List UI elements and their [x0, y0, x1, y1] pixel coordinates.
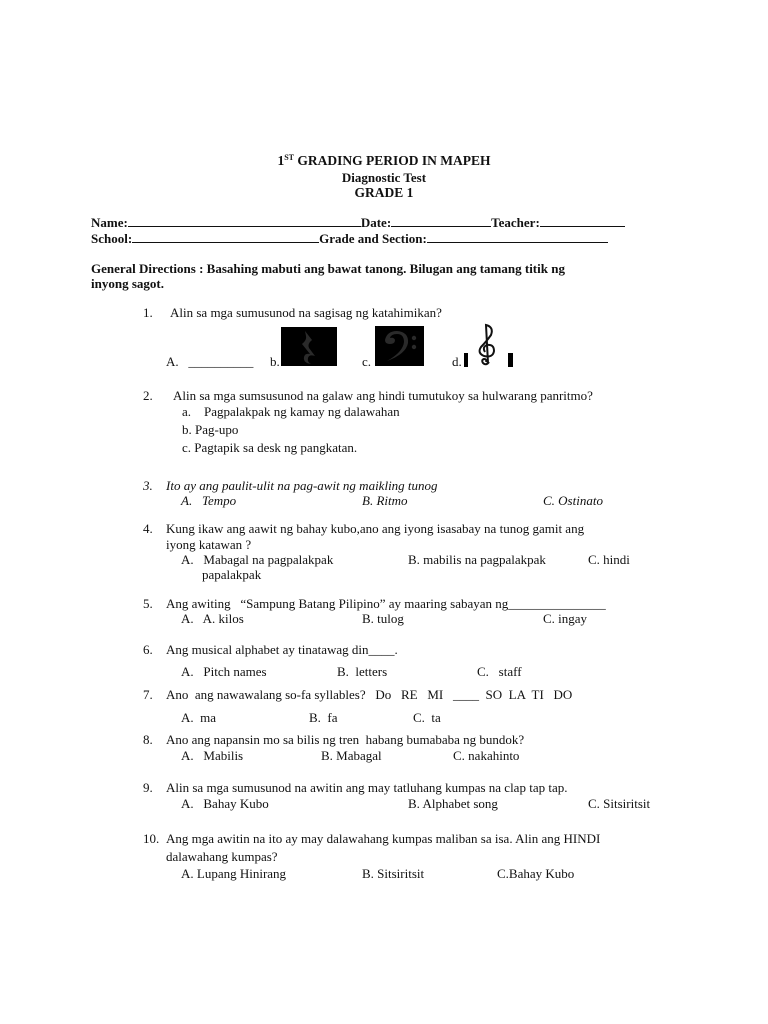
test-title: 1ST GRADING PERIOD IN MAPEH — [277, 153, 491, 168]
q8-option-b[interactable]: B. Mabagal — [321, 748, 382, 763]
test-subtitle: Diagnostic Test — [341, 170, 427, 185]
q6-option-a[interactable]: A. Pitch names — [181, 664, 267, 679]
quarter-rest-icon[interactable] — [281, 327, 337, 366]
q9-text: Alin sa mga sumusunod na awitin ang may tatluhang kumpas na clap tap tap. — [166, 780, 568, 795]
q4-text-line-2: iyong katawan ? — [166, 537, 252, 552]
q1-option-b-label[interactable]: b. — [270, 354, 280, 369]
q6-option-b[interactable]: B. letters — [337, 664, 388, 679]
q3-text: Ito ay ang paulit-ulit na pag-awit ng maikling tunog — [166, 478, 438, 493]
q1-text: Alin sa mga sumusunod na sagisag ng katahimikan? — [170, 305, 442, 320]
q9-option-c[interactable]: C. Sitsiritsit — [588, 796, 651, 811]
q9-number: 9. — [143, 780, 153, 795]
teacher-field[interactable] — [540, 214, 625, 227]
q7-number: 7. — [143, 687, 153, 702]
q6-option-c[interactable]: C. staff — [477, 664, 522, 679]
treble-clef-icon[interactable] — [472, 322, 504, 366]
q8-text: Ano ang napansin mo sa bilis ng tren habang bumababa ng bundok? — [166, 732, 525, 747]
q7-option-b[interactable]: B. fa — [309, 710, 338, 725]
q10-option-a[interactable]: A. Lupang Hinirang — [181, 866, 287, 881]
bass-clef-icon[interactable] — [375, 326, 424, 366]
name-row — [91, 214, 625, 231]
q1-option-d-label[interactable]: d. — [452, 354, 462, 369]
grade-label: GRADE 1 — [354, 185, 414, 200]
q9-option-a[interactable]: A. Bahay Kubo — [181, 796, 269, 811]
q10-number: 10. — [143, 831, 160, 846]
q4-option-b[interactable]: B. mabilis na pagpalakpak — [408, 552, 546, 567]
q7-option-a[interactable]: A. ma — [181, 710, 217, 725]
school-row — [91, 230, 608, 247]
q2-text: Alin sa mga sumsusunod na galaw ang hindi tumutukoy sa hulwarang panritmo? — [173, 388, 593, 403]
q2-option-a[interactable]: a. Pagpalakpak ng kamay ng dalawahan — [182, 404, 400, 419]
q10-option-b[interactable]: B. Sitsiritsit — [362, 866, 425, 881]
q9-option-b[interactable]: B. Alphabet song — [408, 796, 498, 811]
q8-number: 8. — [143, 732, 153, 747]
q5-text: Ang awiting “Sampung Batang Pilipino” ay maaring sabayan ng_______________ — [166, 596, 606, 611]
q5-option-c[interactable]: C. ingay — [543, 611, 588, 626]
grade-section-label: Grade and Section: — [319, 231, 427, 246]
q4-option-a[interactable]: A. Mabagal na pagpalakpak — [181, 552, 334, 567]
q4-option-c[interactable]: C. hindi — [588, 552, 630, 567]
q2-number: 2. — [143, 388, 153, 403]
q6-number: 6. — [143, 642, 153, 657]
q3-option-a[interactable]: A. Tempo — [181, 493, 237, 508]
q3-option-c[interactable]: C. Ostinato — [543, 493, 603, 508]
q1-option-a-blank: __________ — [188, 354, 254, 369]
q5-number: 5. — [143, 596, 153, 611]
q3-number: 3. — [143, 478, 153, 493]
school-field[interactable] — [132, 230, 319, 243]
q2-option-b[interactable]: b. Pag-upo — [182, 422, 239, 437]
school-label: School: — [91, 231, 133, 246]
q7-text: Ano ang nawawalang so-fa syllables? Do RE MI ____ SO LA TI DO — [166, 687, 573, 702]
directions-line-1: General Directions : Basahing mabuti ang bawat tanong. Bilugan ang tamang titik ng — [91, 261, 565, 276]
q4-number: 4. — [143, 521, 153, 536]
q1-number: 1. — [143, 305, 153, 320]
name-field[interactable] — [128, 214, 361, 227]
q4-option-c-cont: papalakpak — [202, 567, 262, 582]
d-left-bar — [464, 353, 468, 367]
date-field[interactable] — [391, 214, 491, 227]
q6-text: Ang musical alphabet ay tinatawag din____. — [166, 642, 398, 657]
q5-option-a[interactable]: A. A. kilos — [181, 611, 244, 626]
q3-option-b[interactable]: B. Ritmo — [362, 493, 408, 508]
q1-option-c-label[interactable]: c. — [362, 354, 372, 369]
q8-option-a[interactable]: A. Mabilis — [181, 748, 244, 763]
q7-option-c[interactable]: C. ta — [413, 710, 441, 725]
teacher-label: Teacher: — [491, 215, 540, 230]
q10-option-c[interactable]: C.Bahay Kubo — [497, 866, 575, 881]
name-label: Name: — [91, 215, 128, 230]
d-right-bar — [508, 353, 513, 367]
date-label: Date: — [360, 215, 392, 230]
directions-line-2: inyong sagot. — [91, 276, 164, 291]
q5-option-b[interactable]: B. tulog — [362, 611, 404, 626]
q4-text-line-1: Kung ikaw ang aawit ng bahay kubo,ano ang iyong isasabay na tunog gamit ang — [166, 521, 585, 536]
q10-text-line-2: dalawahang kumpas? — [166, 849, 278, 864]
q1-option-a[interactable]: A. __________ — [166, 354, 254, 369]
q8-option-c[interactable]: C. nakahinto — [453, 748, 520, 763]
grade-section-field[interactable] — [427, 230, 608, 243]
q2-option-c[interactable]: c. Pagtapik sa desk ng pangkatan. — [182, 440, 358, 455]
q10-text-line-1: Ang mga awitin na ito ay may dalawahang kumpas maliban sa isa. Alin ang HINDI — [166, 831, 601, 846]
